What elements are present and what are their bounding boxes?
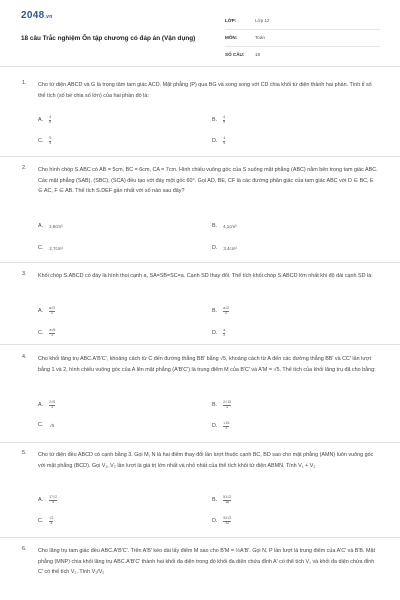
divider <box>0 66 400 67</box>
option-letter: C. <box>38 138 44 145</box>
option-letter: A. <box>38 308 44 315</box>
divider <box>0 442 400 443</box>
numerator: 4 <box>49 115 52 119</box>
option-letter: D. <box>212 330 218 337</box>
question-number: 1. <box>22 80 27 86</box>
option-fraction <box>49 137 51 146</box>
question-text: Cho lăng trụ tam giác đều ABC.A'B'C'. Trên A'B' kéo dài lấy điểm M sao cho B'M = ½A'B'. Gọi N, P lần lượt là trung điểm của A'C' và B'B. Mặt phẳng (MNP) chia khối lăng trụ ABC.A'B'C' thành hai khối đa diện trong đó khối đa diện chứa đỉnh A' có thể tích V₁ và khối đa diện chứa đỉnh C' có thể tích V₂. Tính V₁/V₂ <box>38 548 376 575</box>
question-text: Khối chóp S.ABCD có đáy là hình thoi cạnh a, SA=SB=SC=a. Cạnh SD thay đổi. Thể tích khối chóp S.ABCD lớn nhất khi độ dài cạnh SD là: <box>38 273 373 279</box>
option-value: 3,4cm³ <box>223 245 237 251</box>
option-d[interactable] <box>212 517 231 526</box>
denominator: 9 <box>223 120 226 125</box>
denominator: 32 <box>225 521 230 526</box>
divider <box>0 262 400 263</box>
numerator: 5 <box>49 136 52 140</box>
option-d[interactable] <box>212 422 229 431</box>
meta-row-count <box>225 47 380 64</box>
option-fraction <box>49 517 53 526</box>
option-b[interactable] <box>212 116 225 125</box>
option-letter: D. <box>212 138 218 145</box>
option-fraction <box>223 496 231 505</box>
denominator: 4 <box>49 141 52 146</box>
denominator: 2 <box>225 311 228 316</box>
option-a[interactable] <box>38 307 55 316</box>
option-a[interactable] <box>38 401 55 410</box>
denominator: 3 <box>225 426 228 431</box>
option-value: √5 <box>49 422 55 428</box>
option-d[interactable] <box>212 245 237 251</box>
option-letter: D. <box>212 245 218 251</box>
option-fraction <box>223 422 229 431</box>
question-text: Cho tứ diện ABCD và G là trọng tâm tam giác ACD. Mặt phẳng (P) qua BG và song song với CD chia khối tứ diện thành hai phần. Tính tỉ số thể tích (số bé chia số lớn) của hai phần đó là: <box>38 82 372 99</box>
option-fraction <box>49 329 55 338</box>
option-letter: C. <box>38 245 44 251</box>
option-letter: B. <box>212 497 218 504</box>
option-letter: A. <box>38 402 44 409</box>
option-letter: D. <box>212 423 218 430</box>
option-c[interactable] <box>38 245 63 251</box>
denominator: 16 <box>225 500 230 505</box>
option-fraction <box>223 517 231 526</box>
option-fraction <box>49 496 57 505</box>
option-d[interactable] <box>212 329 225 338</box>
option-letter: C. <box>38 422 44 428</box>
meta-row-class <box>225 13 380 30</box>
denominator: 3 <box>51 405 54 410</box>
option-letter: B. <box>212 117 218 124</box>
option-c[interactable] <box>38 329 55 338</box>
option-c[interactable] <box>38 517 53 526</box>
question-number: 5. <box>22 450 27 456</box>
numerator: a√2 <box>223 306 230 310</box>
divider <box>0 156 400 157</box>
meta-key: MÔN: <box>225 35 238 40</box>
denominator: 2 <box>223 333 226 338</box>
meta-row-subject <box>225 30 380 47</box>
denominator: 3 <box>226 405 229 410</box>
numerator: 2√15 <box>223 400 232 404</box>
option-value: 4,1cm³ <box>223 223 237 229</box>
option-c[interactable] <box>38 137 51 146</box>
option-fraction <box>223 329 225 338</box>
question-number: 4. <box>22 354 27 360</box>
meta-key: LỚP: <box>225 18 237 23</box>
numerator: a√3 <box>49 306 56 310</box>
document-meta <box>225 13 380 64</box>
option-d[interactable] <box>212 137 225 146</box>
denominator: 5 <box>223 141 226 146</box>
numerator: 51√2 <box>223 516 232 520</box>
option-fraction <box>223 137 225 146</box>
option-fraction <box>49 116 51 125</box>
numerator: √15 <box>223 421 230 425</box>
numerator: a <box>223 328 226 332</box>
meta-key: SỐ CÂU: <box>225 52 245 57</box>
option-letter: C. <box>38 330 44 337</box>
option-letter: D. <box>212 518 218 525</box>
meta-value: Lớp 12 <box>255 18 270 23</box>
document-title: 18 câu Trắc nghiệm Ôn tập chương có đáp án (Vận dụng) <box>21 35 196 42</box>
option-letter: B. <box>212 402 218 409</box>
option-letter: B. <box>212 308 218 315</box>
numerator: 2√5 <box>49 400 56 404</box>
option-c[interactable] <box>38 422 54 428</box>
option-b[interactable] <box>212 307 229 316</box>
question-number: 3. <box>22 271 27 277</box>
option-fraction <box>223 307 229 316</box>
option-a[interactable] <box>38 496 57 505</box>
divider <box>0 344 400 345</box>
option-letter: A. <box>38 117 44 124</box>
site-logo[interactable] <box>21 10 53 21</box>
numerator: a√6 <box>49 328 56 332</box>
logo-main: 2048 <box>21 10 45 21</box>
denominator: 4 <box>52 500 55 505</box>
question-text: Cho hình chóp S.ABC có AB = 5cm, BC = 6cm, CA = 7cm. Hình chiếu vuông góc của S xuống mặt phẳng (ABC) nằm bên trong tam giác ABC. Các mặt phẳng (SAB), (SBC), (SCA) đều tạo với đáy một góc 60°. Gọi AD, BE, CF là các đường phân giác của tam giác ABC với D ∈ BC, E ∈ AC, F ∈ AB. Thể tích S.DEF gần nhất với số nào sau đây? <box>38 167 378 194</box>
meta-value: 18 <box>255 52 261 57</box>
option-letter: B. <box>212 223 218 229</box>
question-number: 2. <box>22 165 27 171</box>
denominator: 4 <box>50 521 53 526</box>
option-fraction <box>49 401 55 410</box>
option-letter: A. <box>38 497 44 504</box>
question-number: 6. <box>22 546 27 552</box>
option-letter: A. <box>38 223 44 229</box>
option-value: 2,7cm³ <box>49 245 63 251</box>
denominator: 2 <box>51 333 54 338</box>
denominator: 5 <box>49 120 52 125</box>
option-fraction <box>223 116 225 125</box>
option-letter: C. <box>38 518 44 525</box>
meta-value: Toán <box>255 35 265 40</box>
option-b[interactable] <box>212 496 231 505</box>
document-header <box>0 0 400 66</box>
option-b[interactable] <box>212 401 231 410</box>
option-fraction <box>223 401 231 410</box>
option-a[interactable] <box>38 116 51 125</box>
option-b[interactable] <box>212 223 237 229</box>
logo-suffix: .vn <box>44 14 53 20</box>
divider <box>0 537 400 538</box>
question-text: Cho tứ diện đều ABCD có cạnh bằng 3. Gọi M, N là hai điểm thay đổi lần lượt thuộc cạnh BC, BD sao cho mặt phẳng (AMN) luôn vuông góc với mặt phẳng (BCD). Gọi V₁, V₂ lần lượt là giá trị lớn nhất và nhỏ nhất của thể tích khối tứ diện ABMN. Tính V₁ + V₂ <box>38 452 374 469</box>
option-fraction <box>49 307 55 316</box>
numerator: √2 <box>49 516 54 520</box>
numerator: 4 <box>223 115 226 119</box>
numerator: 4 <box>223 136 226 140</box>
question-text: Cho khối lăng trụ ABC.A'B'C', khoảng cách từ C đến đường thẳng BB' bằng √5, khoảng cách từ A đến các đường thẳng BB' và CC' lần lượt bằng 1 và 2, hình chiếu vuông góc của A lên mặt phẳng (A'B'C') là trung điểm M của B'C' và A'M = √5. Thể tích của khối lăng trụ đã cho bằng: <box>38 356 376 373</box>
numerator: 17√2 <box>49 495 58 499</box>
denominator: 2 <box>51 311 54 316</box>
numerator: 51√2 <box>223 495 232 499</box>
option-a[interactable] <box>38 223 63 229</box>
option-value: 2,9cm³ <box>49 223 63 229</box>
